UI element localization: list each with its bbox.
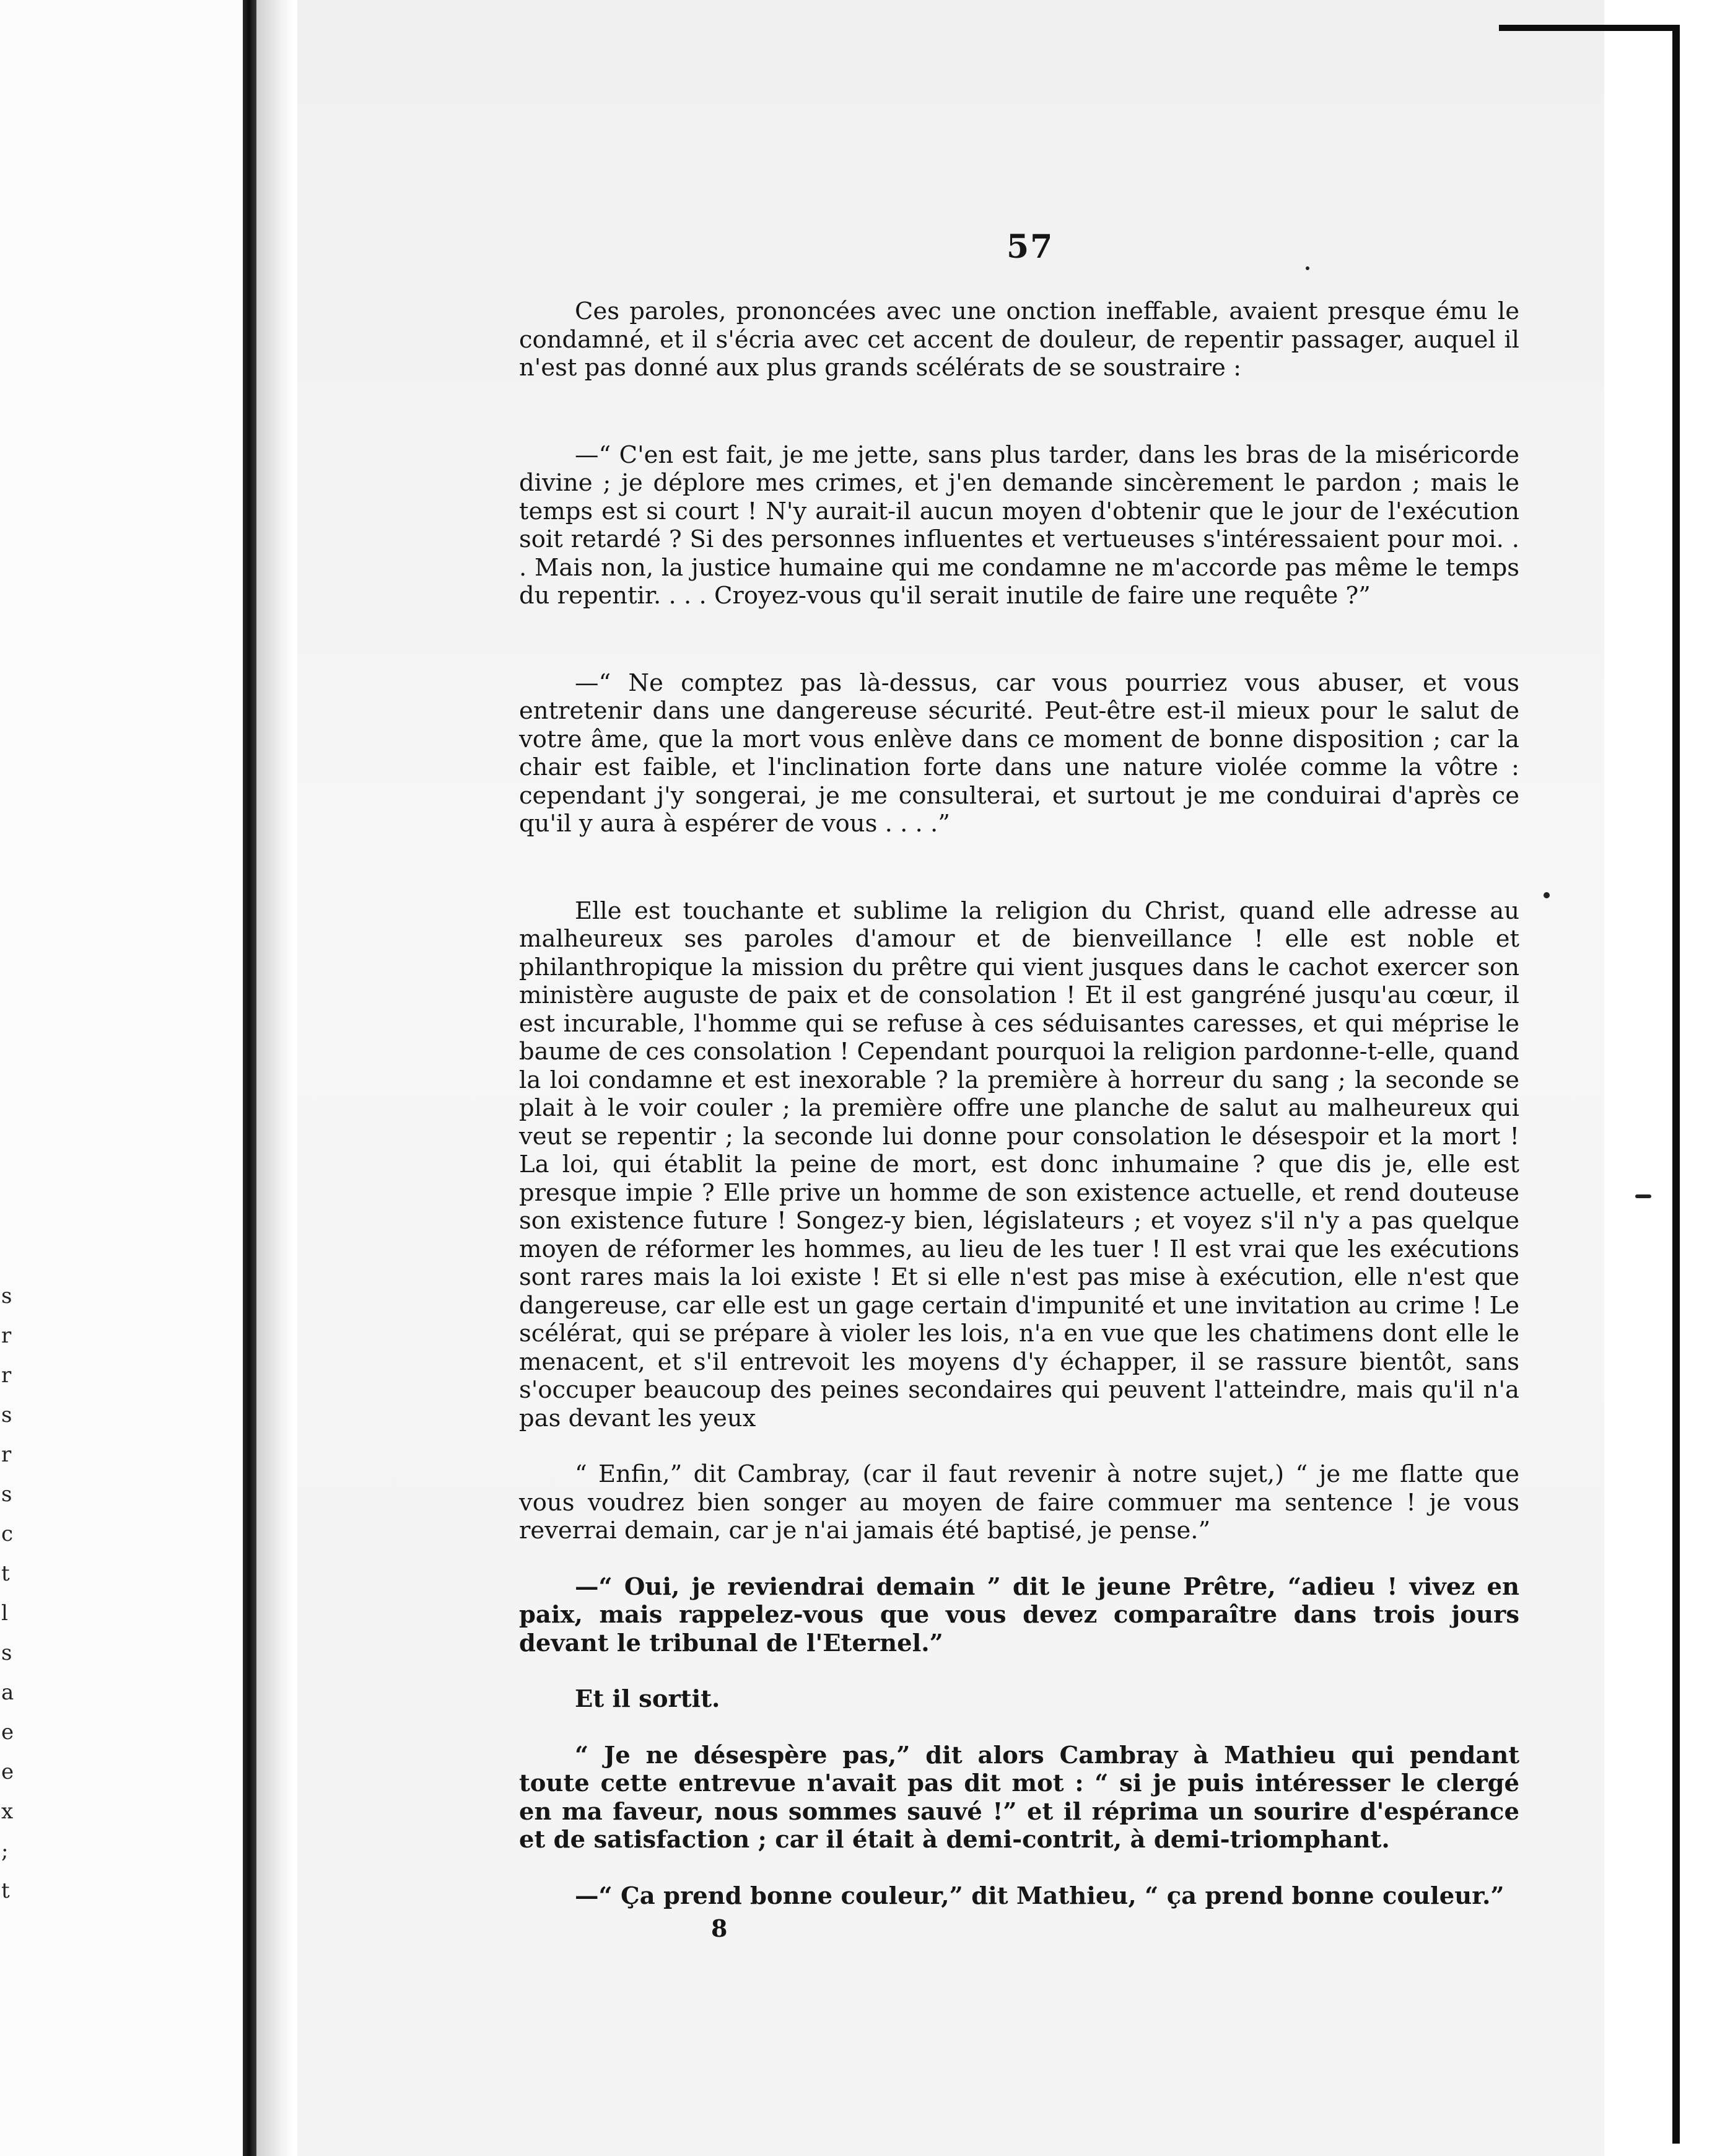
edge-letter: a xyxy=(1,1680,14,1705)
edge-letter: r xyxy=(1,1363,12,1388)
edge-letter: r xyxy=(1,1323,12,1348)
left-page-edge-letters xyxy=(0,1276,15,1911)
paragraph-condemned-speech: —“ C'en est fait, je me jette, sans plus tarder, dans les bras de la miséricorde divine ; je déplore mes crimes, et j'en demande sincèrement le pardon ; mais le temps est si court ! N'y aurait-il aucun moyen d'obtenir que le jour de l'exécution soit retardé ? Si des personnes influentes et vertueuses s'intéressaient pour moi. . . Mais non, la justice humaine qui me condamne ne m'accorde pas même le temps du repentir. . . . Croyez-vous qu'il serait inutile de faire une requête ?” xyxy=(519,440,1519,610)
edge-letter: c xyxy=(1,1522,14,1546)
page-text xyxy=(519,297,1519,1910)
edge-letter: ; xyxy=(1,1839,9,1864)
paragraph-mathieu-remark: —“ Ça prend bonne couleur,” dit Mathieu, “ ça prend bonne couleur.” xyxy=(575,1882,1505,1910)
paragraph-reflection: Elle est touchante et sublime la religion du Christ, quand elle adresse au malheureux ses paroles d'amour et de bienveillance ! elle est noble et philanthropique la mission du prêtre qui vient jusques dans le cachot exercer son ministère auguste de paix et de consolation ! Et il est gangréné jusqu'au cœur, il est incurable, l'homme qui se refuse à ces séduisantes caresses, et qui méprise le baume de ces consolation ! Cependant pourquoi la religion pardonne-t-elle, quand la loi condamne et est inexorable ? la première à horreur du sang ; la seconde se plait à le voir couler ; la première offre une planche de salut au malheureux qui veut se repentir ; la seconde lui donne pour consolation le désespoir et la mort ! La loi, qui établit la peine de mort, est donc inhumaine ? que dis je, elle est presque impie ? Elle prive un homme de son existence actuelle, et rend douteuse son existence future ! Songez-y bien, législateurs ; et voyez s'il n'y a pas quelque moyen de réformer les hommes, au lieu de les tuer ! Il est vrai que les exécutions sont rares mais la loi existe ! Et si elle n'est pas mise à exécution, elle n'est que dangereuse, car elle est un gage certain d'impunité et une invitation au crime ! Le scélérat, qui se prépare à violer les lois, n'a en vue que les chatimens dont elle le menacent, et s'il entrevoit les moyens d'y échapper, il se rassure bientôt, sans s'occuper beaucoup des peines secondaires qui peuvent l'atteindre, mais qu'il n'a pas devant les yeux xyxy=(519,896,1519,1432)
book-gutter-edge xyxy=(243,0,256,2156)
ink-speck xyxy=(1544,892,1550,898)
edge-letter: e xyxy=(1,1720,14,1745)
edge-letter: r xyxy=(1,1442,12,1467)
paragraph-exit: Et il sortit. xyxy=(575,1685,720,1713)
edge-letter: s xyxy=(1,1641,12,1665)
edge-letter: x xyxy=(1,1799,14,1824)
page-number: 57 xyxy=(1007,228,1054,266)
edge-letter: s xyxy=(1,1482,12,1507)
ink-speck xyxy=(1306,266,1309,270)
paragraph-cambray-hope: “ Je ne désespère pas,” dit alors Cambray à Mathieu qui pendant toute cette entrevue n'avait pas dit mot : “ si je puis intéresser le clergé en ma faveur, nous sommes sauvé !” et il réprima un sourire d'espérance et de satisfaction ; car il était à demi-contrit, à demi-triomphant. xyxy=(519,1741,1519,1854)
left-page-margin xyxy=(0,0,254,2156)
paragraph-cambray-request: “ Enfin,” dit Cambray, (car il faut revenir à notre sujet,) “ je me flatte que vous voudrez bien songer au moyen de faire commuer ma sentence ! je vous reverrai demain, car je n'ai jamais été baptisé, je pense.” xyxy=(519,1460,1519,1545)
scan-top-border xyxy=(1499,25,1680,31)
edge-letter: s xyxy=(1,1284,12,1308)
paragraph-priest-farewell: —“ Oui, je reviendrai demain ” dit le jeune Prêtre, “adieu ! vivez en paix, mais rappelez-vous que vous devez comparaître dans trois jours devant le tribunal de l'Eternel.” xyxy=(519,1572,1519,1657)
edge-letter: l xyxy=(1,1601,8,1626)
paragraph-priest-reply: —“ Ne comptez pas là-dessus, car vous pourriez vous abuser, et vous entretenir dans une dangereuse sécurité. Peut-être est-il mieux pour le salut de votre âme, que la mort vous enlève dans ce moment de bonne disposition ; car la chair est faible, et l'inclination forte dans une nature violée comme la vôtre : cependant j'y songerai, je me consulterai, et surtout je me conduirai d'après ce qu'il y aura à espérer de vous . . . .” xyxy=(519,668,1519,838)
signature-mark: 8 xyxy=(711,1914,728,1942)
paragraph-narration-1: Ces paroles, prononcées avec une onction ineffable, avaient presque ému le condamné, et il s'écria avec cet accent de douleur, de repentir passager, auquel il n'est pas donné aux plus grands scélérats de se soustraire : xyxy=(519,297,1519,382)
scan-right-border xyxy=(1672,25,1680,2144)
edge-letter: s xyxy=(1,1403,12,1427)
ink-speck xyxy=(1635,1194,1651,1198)
gutter-shadow xyxy=(256,0,294,2156)
edge-letter: t xyxy=(1,1561,10,1586)
edge-letter: t xyxy=(1,1878,10,1903)
edge-letter: e xyxy=(1,1759,14,1784)
